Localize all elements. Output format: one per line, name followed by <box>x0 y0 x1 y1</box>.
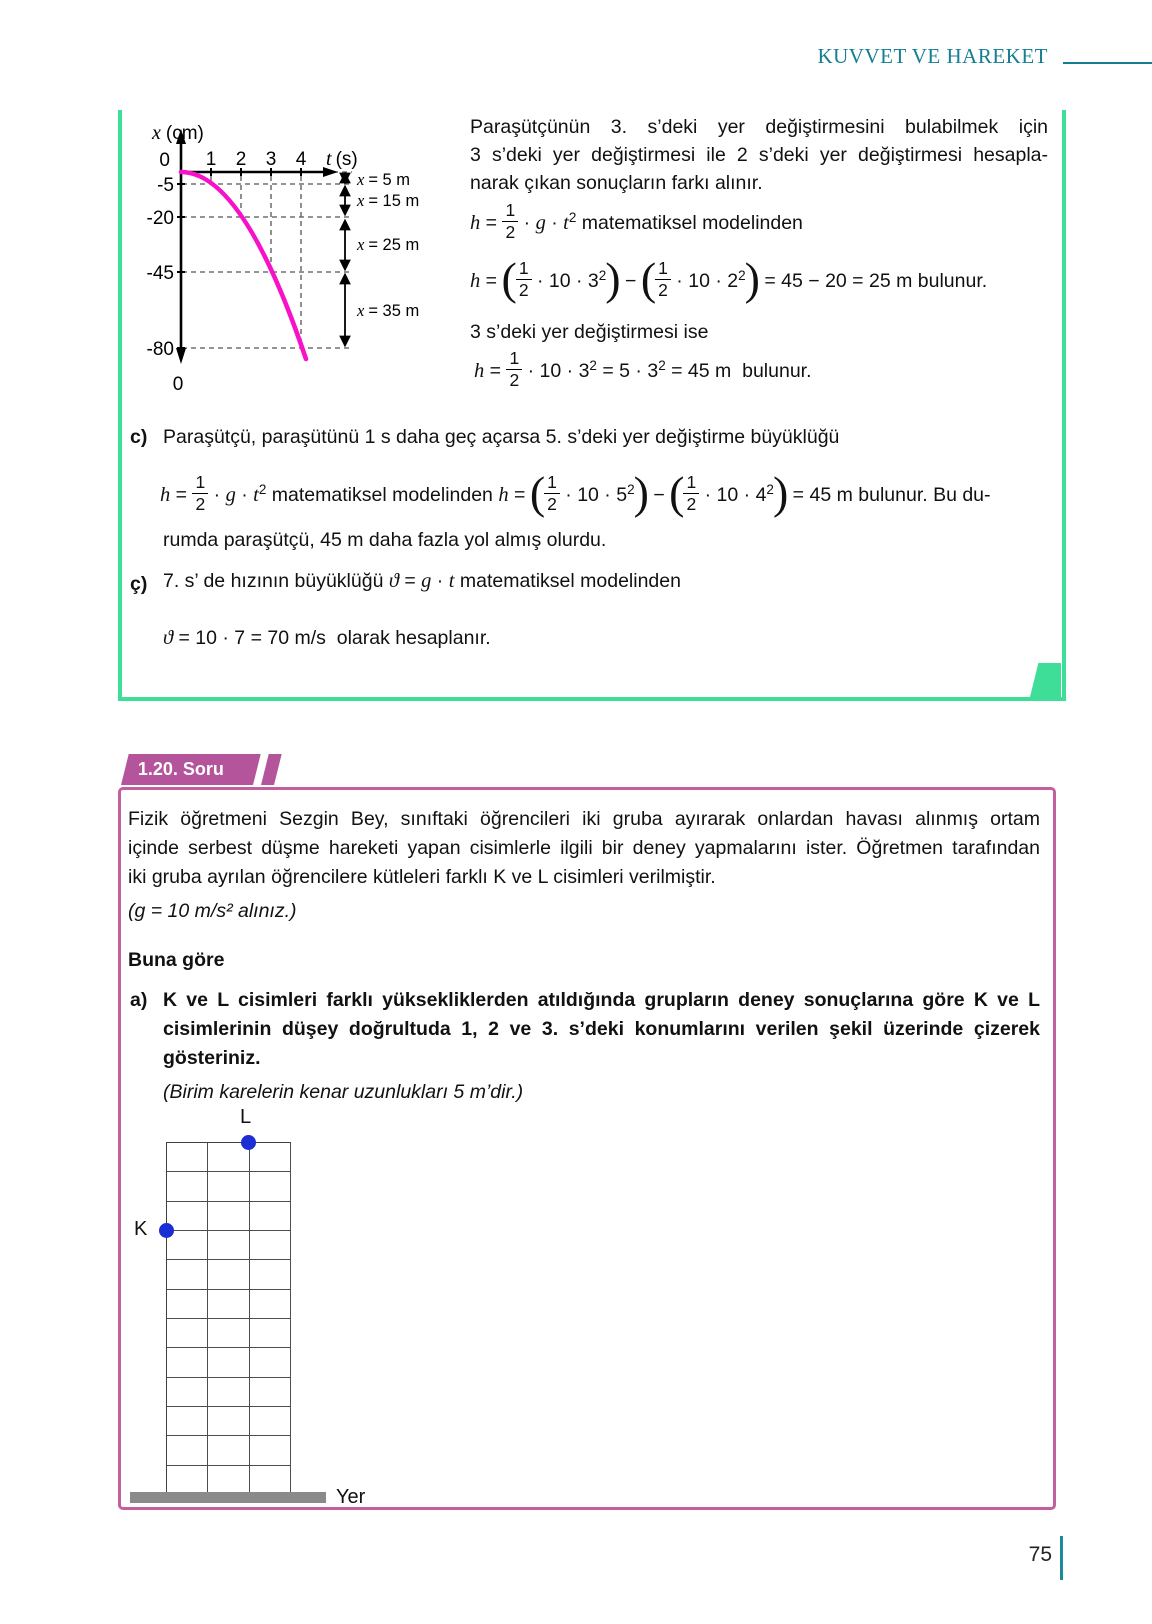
displacement-time-graph <box>128 103 440 403</box>
item-cedilla-result: ϑ = 10 · 7 = 70 m/s olarak hesaplanır. <box>163 627 491 649</box>
gravity-note: (g = 10 m/s² alınız.) <box>128 900 297 922</box>
unit-note: (Birim karelerin kenar uzunlukları 5 m’dir.) <box>163 1081 524 1103</box>
page-title: KUVVET VE HAREKET <box>817 44 1048 68</box>
grid-cell <box>167 1407 208 1436</box>
grid-cell <box>250 1231 291 1260</box>
ground-bar <box>130 1492 326 1503</box>
grid-cell <box>208 1290 249 1319</box>
grid-cell <box>208 1378 249 1407</box>
grid-cell <box>167 1231 208 1260</box>
grid-cell <box>250 1348 291 1377</box>
grid-cell <box>167 1348 208 1377</box>
calc-formula-25m: h = ( $\frac{1}{2}$ · $10 \cdot 3^2$) − ( $\frac{1}{2}$ · $10 \cdot 2^2) = 45 - 20 = 25$ m bulunur. <box>470 253 988 305</box>
x-tick-4: 4 <box>295 149 307 170</box>
solution-paragraph-line3: narak çıkan sonuçların farkı alınır. <box>470 172 763 194</box>
question-tag-tail <box>261 754 282 785</box>
figure-grid <box>166 1142 291 1495</box>
item-c-label: c) <box>130 426 148 448</box>
free-fall-curve <box>181 172 306 359</box>
item-a-label: a) <box>130 989 148 1011</box>
between-text: 3 s’deki yer değiştirmesi ise <box>470 321 709 343</box>
segment-label-35m: x = 35 m <box>357 301 420 320</box>
ground-label: Yer <box>336 1486 366 1508</box>
grid-cell <box>250 1202 291 1231</box>
grid-cell <box>167 1260 208 1289</box>
y-tick-neg20: -20 <box>146 208 174 229</box>
item-c-continuation: rumda paraşütçü, 45 m daha fazla yol almış olurdu. <box>163 529 607 551</box>
y-tick-neg45: -45 <box>146 263 174 284</box>
grid-cell <box>250 1290 291 1319</box>
item-c-intro: Paraşütçü, paraşütünü 1 s daha geç açarsa 5. s’deki yer değiştirme büyüklüğü <box>163 426 840 448</box>
grid-cell <box>208 1202 249 1231</box>
fraction: $\frac{1}{2}$ <box>683 473 699 515</box>
y-axis-label: x (cm) <box>152 122 204 144</box>
x-tick-2: 2 <box>235 149 247 170</box>
segment-label-15m: x = 15 m <box>357 191 420 210</box>
x-tick-1: 1 <box>205 149 217 170</box>
question-paragraph-line1: Fizik öğretmeni Sezgin Bey, sınıftaki öğrencileri iki gruba ayırarak onlardan havası alınmış ortam <box>128 808 1040 830</box>
item-a-line2: cisimlerinin düşey doğrultuda 1, 2 ve 3. s’deki konumlarını verilen şekil üzerinde çizerek <box>163 1018 1040 1040</box>
y-tick-neg5: -5 <box>157 175 174 196</box>
question-tag <box>121 754 261 785</box>
grid-cell <box>208 1436 249 1465</box>
item-cedilla-statement: 7. s’ de hızının büyüklüğü ϑ = g · t matematiksel modelinden <box>163 570 681 592</box>
grid-cell <box>250 1407 291 1436</box>
object-K-dot <box>159 1223 174 1238</box>
grid-cell <box>167 1466 208 1495</box>
grid-cell <box>250 1319 291 1348</box>
grid-cell <box>167 1290 208 1319</box>
question-tag-label: 1.20. Soru <box>137 759 224 779</box>
origin-label: 0 <box>159 150 170 171</box>
solution-paragraph-line1: Paraşütçünün 3. s’deki yer değiştirmesini bulabilmek için <box>470 116 1048 138</box>
item-cedilla-label: ç) <box>130 573 148 595</box>
object-L-dot <box>241 1135 256 1150</box>
fraction: $\frac{1}{2}$ <box>502 201 518 243</box>
segment-label-5m: x = 5 m <box>357 170 411 189</box>
page-number: 75 <box>1028 1543 1052 1566</box>
calc-formula-45m: h = $\frac{1}{2}$ · $10 \cdot 3^2 = 5 \cdot 3^2 = 45$ m bulunur. <box>474 348 812 391</box>
fraction: $\frac{1}{2}$ <box>544 473 560 515</box>
grid-cell <box>208 1260 249 1289</box>
fraction: $\frac{1}{2}$ <box>655 259 671 301</box>
item-a-line1: K ve L cisimleri farklı yüksekliklerden atıldığında grupların deney sonuçlarına göre K ve L <box>163 989 1040 1011</box>
x-tick-3: 3 <box>265 149 277 170</box>
grid-cell <box>167 1378 208 1407</box>
y-axis-down-arrow <box>176 348 186 364</box>
header-rule <box>1063 62 1152 64</box>
grid-cell <box>208 1407 249 1436</box>
question-paragraph-line3: iki gruba ayrılan öğrencilere kütleleri farklı K ve L cisimleri verilmiştir. <box>128 866 716 888</box>
y-tick-neg80: -80 <box>146 339 174 360</box>
label-L: L <box>240 1106 252 1128</box>
fraction: $\frac{1}{2}$ <box>516 259 532 301</box>
lead-text: Buna göre <box>128 949 225 971</box>
item-a-line3: gösteriniz. <box>163 1047 261 1069</box>
model-formula: h = $\frac{1}{2}$ · $g \cdot t^2$ matematiksel modelinden <box>470 200 803 243</box>
grid-cell <box>167 1436 208 1465</box>
grid-cell <box>250 1436 291 1465</box>
grid-cell <box>208 1172 249 1201</box>
grid-cell <box>250 1466 291 1495</box>
segment-label-25m: x = 25 m <box>357 235 420 254</box>
grid-cell <box>208 1319 249 1348</box>
grid-cell <box>208 1231 249 1260</box>
x-axis-label: t (s) <box>326 148 358 170</box>
question-paragraph-line2: içinde serbest düşme hareketi yapan cisimlerle ilgili bir deney yapmalarını ister. Öğretmen tarafından <box>128 837 1040 859</box>
grid-cell <box>250 1143 291 1172</box>
grid-cell <box>167 1319 208 1348</box>
grid-cell <box>167 1143 208 1172</box>
fraction: $\frac{1}{2}$ <box>192 473 208 515</box>
fraction: $\frac{1}{2}$ <box>506 349 522 391</box>
item-c-formula: h = $\frac{1}{2}$ · $g \cdot t^2$ matematiksel modelinden h = ( $\frac{1}{2}$ · $10 \cdot 5^2$) − ( $\frac{1}{2}$ · $10 \cdot 4^2) = 45$ m bulunur. Bu du- <box>160 467 991 519</box>
grid-cell <box>208 1348 249 1377</box>
grid-cell <box>250 1260 291 1289</box>
solution-paragraph-line2: 3 s’deki yer değiştirmesi ile 2 s’deki yer değiştirmesi hesapla- <box>470 144 1048 166</box>
grid-cell <box>250 1378 291 1407</box>
label-K: K <box>134 1218 148 1240</box>
grid-cell <box>167 1172 208 1201</box>
page-number-rule <box>1060 1536 1063 1580</box>
bottom-zero-label: 0 <box>172 374 184 395</box>
grid-cell <box>250 1172 291 1201</box>
grid-cell <box>208 1466 249 1495</box>
